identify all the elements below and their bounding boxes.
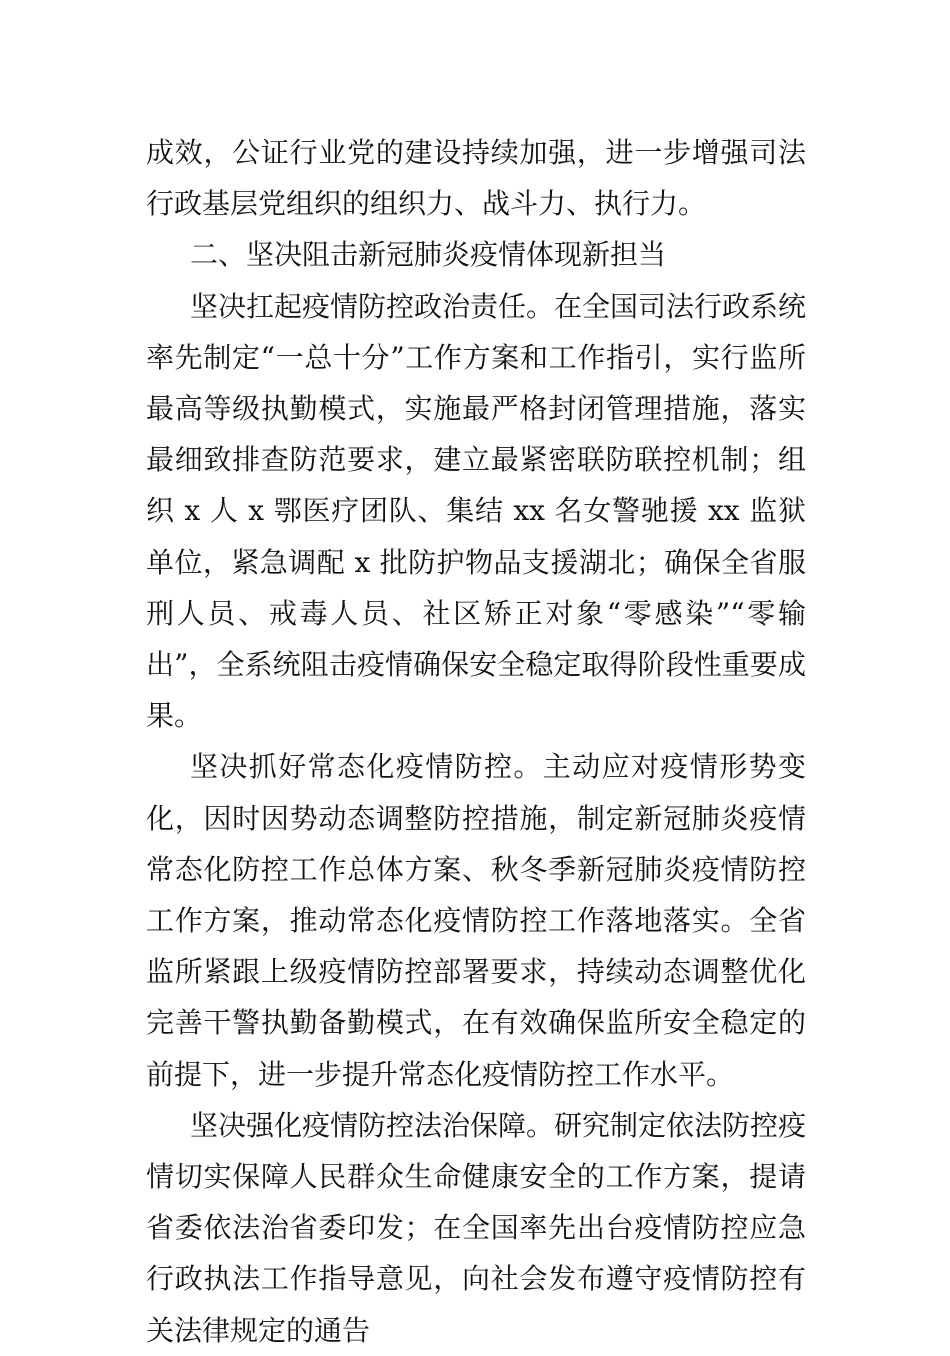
paragraph-continuation: 成效，公证行业党的建设持续加强，进一步增强司法行政基层党组织的组织力、战斗力、执行力。	[146, 136, 806, 221]
paragraph-legal-safeguard: 坚决强化疫情防控法治保障。研究制定依法防控疫情切实保障人民群众生命健康安全的工作方案，提请省委依法治省委印发；在全国率先出台疫情防控应急行政执法工作指导意见，向社会发布遵守疫情防控有关法律规定的通告	[146, 1108, 807, 1347]
paragraph-normalized-prevention: 坚决抓好常态化疫情防控。主动应对疫情形势变化，因时因势动态调整防控措施，制定新冠肺炎疫情常态化防控工作总体方案、秋冬季新冠肺炎疫情防控工作方案，推动常态化疫情防控工作落地落实。全省监所紧跟上级疫情防控部署要求，持续动态调整优化完善干警执勤备勤模式，在有效确保监所安全稳定的前提下，进一步提升常态化疫情防控工作水平。	[146, 750, 806, 1091]
section-heading: 二、坚决阻击新冠肺炎疫情体现新担当	[190, 238, 667, 272]
paragraph-epidemic-responsibility: 坚决扛起疫情防控政治责任。在全国司法行政系统率先制定“一总十分”工作方案和工作指引，实行监所最高等级执勤模式，实施最严格封闭管理措施，落实最细致排查防范要求，建立最紧密联防联控机制；组织 x 人 x 鄂医疗团队、集结 xx 名女警驰援 xx 监狱单位，紧急调配 x 批防护物品支援湖北；确保全省服刑人员、戒毒人员、社区矫正对象“零感染”“零输出”，全系统阻击疫情确保安全稳定取得阶段性重要成果。	[146, 289, 807, 733]
body-text	[146, 127, 806, 1356]
